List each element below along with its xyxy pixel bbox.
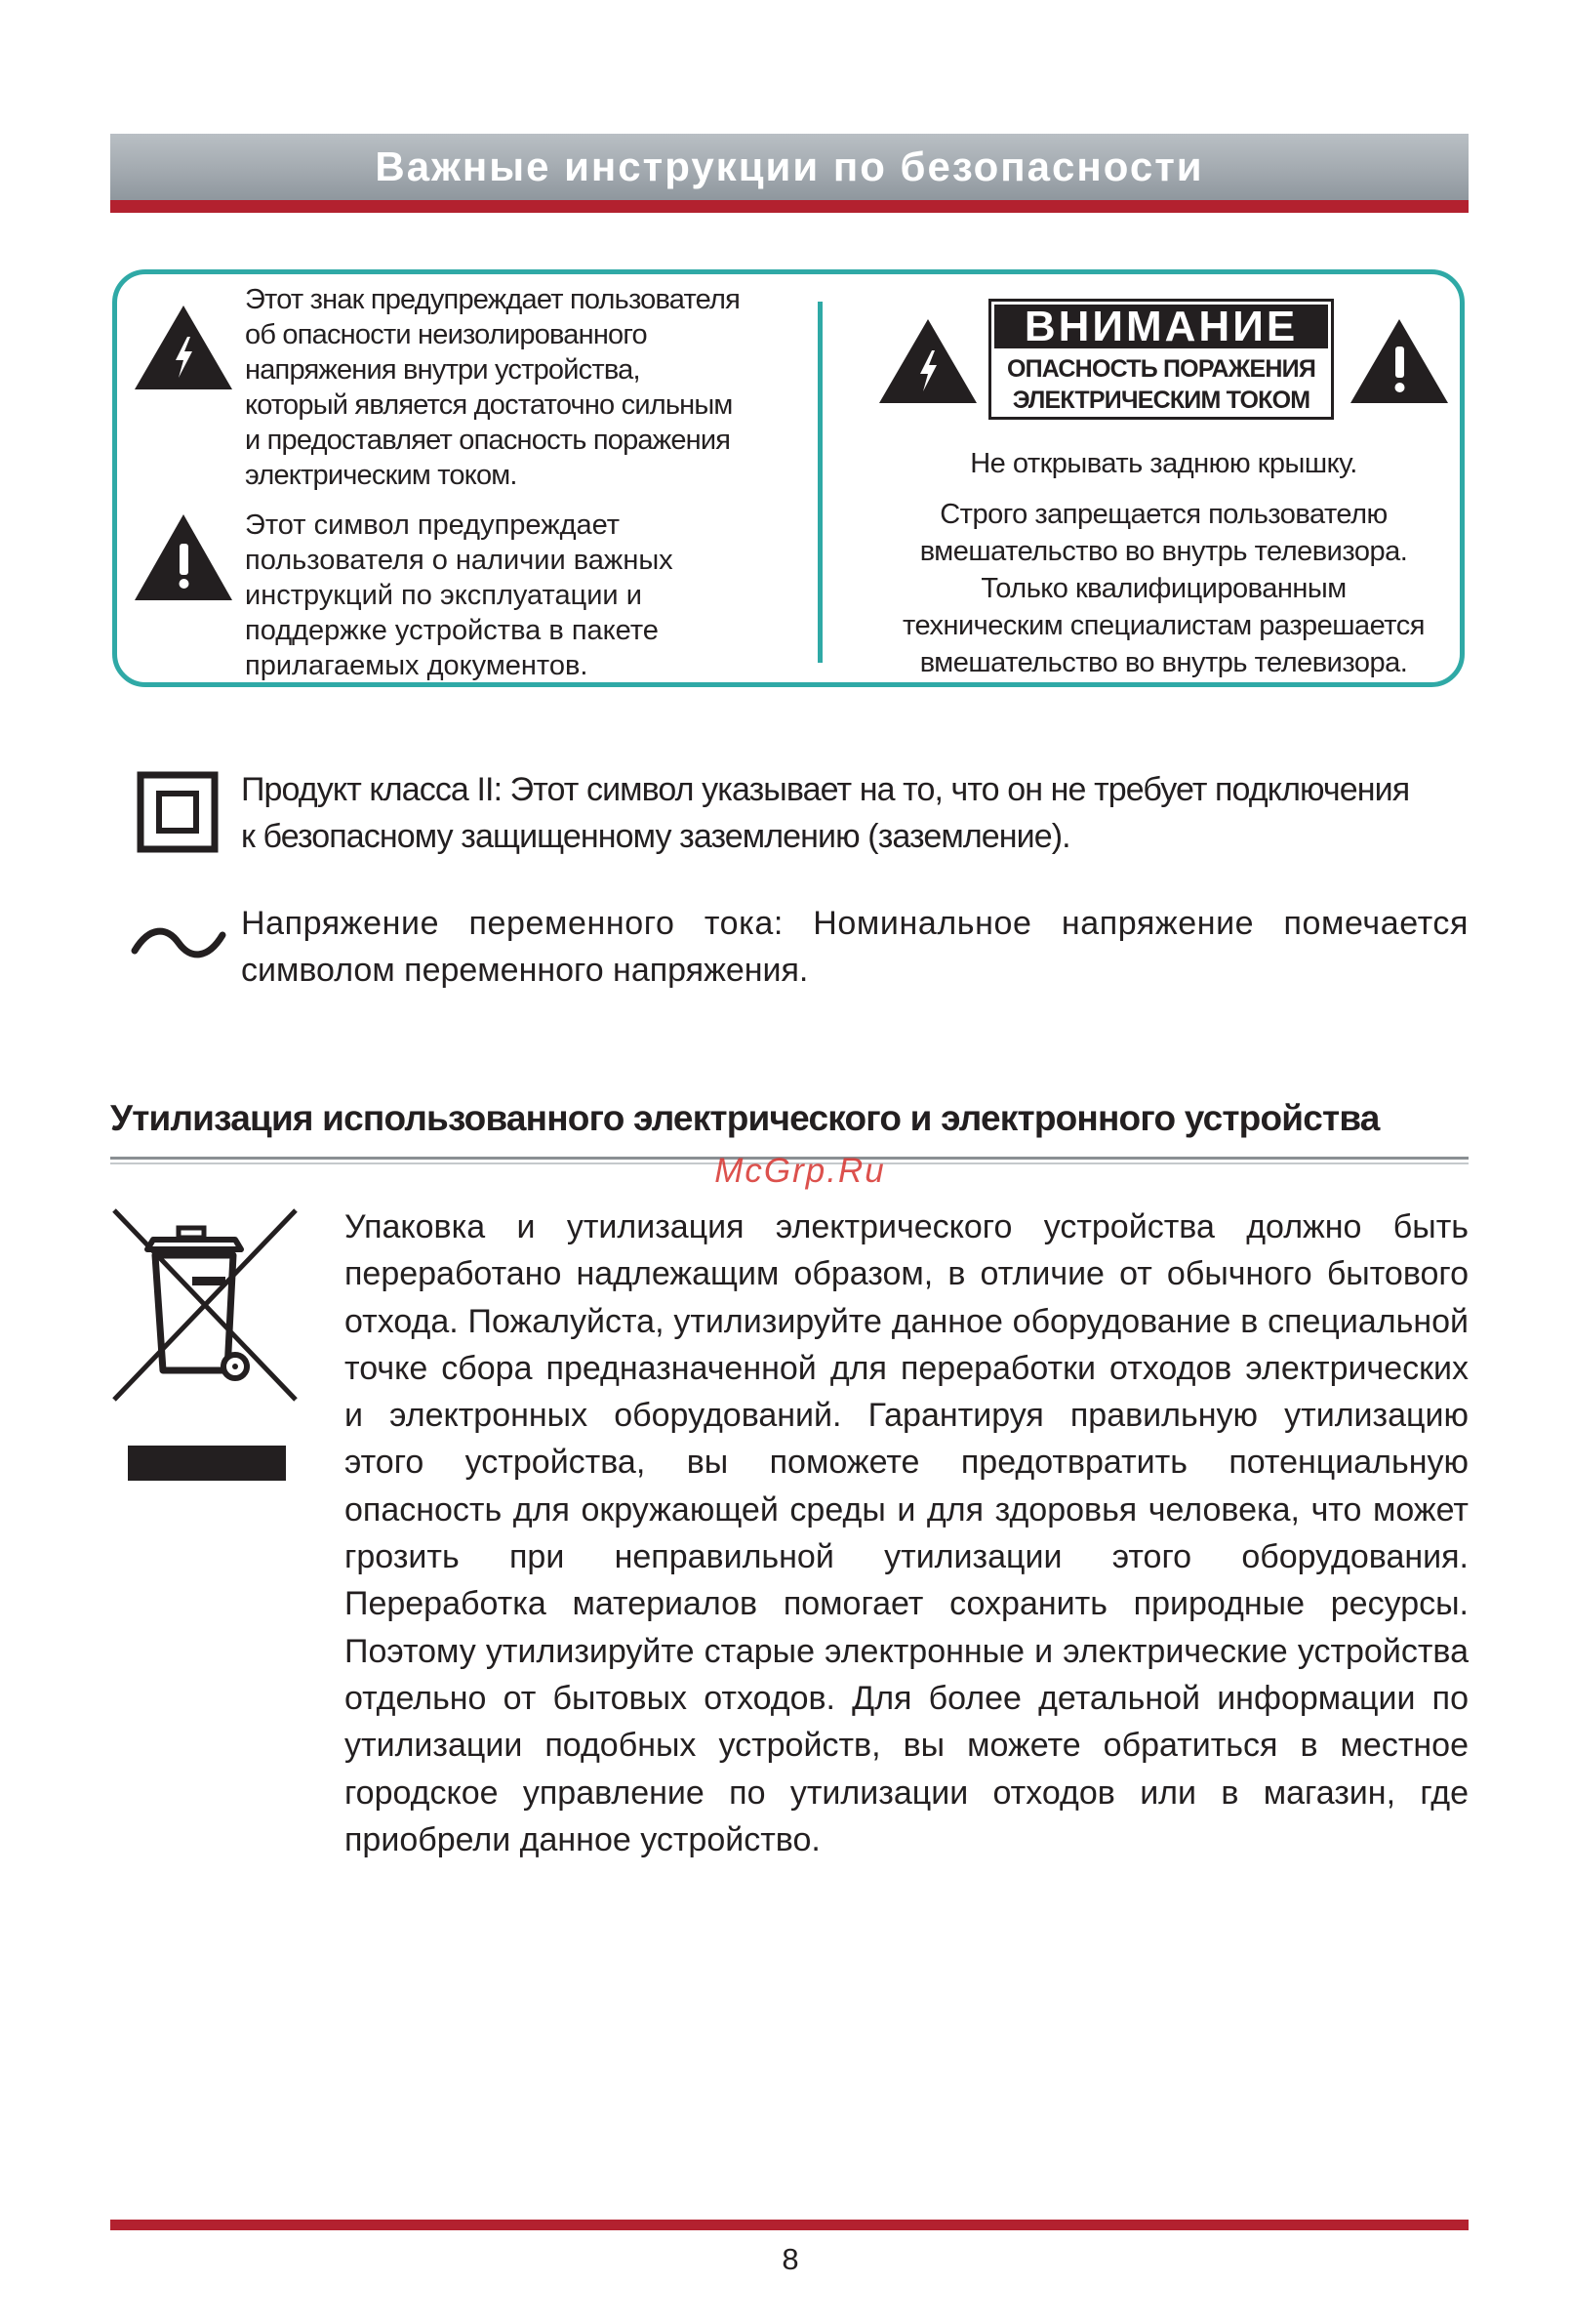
ac-wave-icon	[130, 921, 227, 964]
exclamation-note	[245, 508, 791, 683]
attention-title: ВНИМАНИЕ	[1024, 302, 1299, 350]
attention-title-bar	[994, 302, 1328, 350]
ac-line: Напряжение переменного тока: Номинальное напряжение помечается	[241, 905, 1469, 942]
lightning-warning-icon	[877, 317, 979, 405]
lightning-note	[245, 282, 791, 493]
disposal-paragraph: Упаковка и утилизация электрического устройства должно быть переработано надлежащим образом, в отличие от обычного бытового отхода. Пожалуйста, утилизируйте данное оборудование в специальной точке сбора предназначенной для переработки отходов электрических и электронных оборудований. Гарантируя правильную утилизацию этого устройства, вы поможете предотвратить потенциальную опасность для окружающей среды и для здоровья человека, что может грозить при неправильной утилизации этого оборудования. Переработка материалов помогает сохранить природные ресурсы. Поэтому утилизируйте старые электронные и электрические устройства отдельно от бытовых отходов. Для более детальной информации по утилизации подобных устройств, вы можете обратиться в местное городское управление по утилизации отходов или в магазин, где приобрели данное устройство.	[344, 1208, 1469, 1858]
attention-line: ОПАСНОСТЬ ПОРАЖЕНИЯ	[1006, 355, 1316, 383]
attention-label	[988, 299, 1334, 420]
footer-red-rule	[110, 2220, 1469, 2230]
prohibition-line: техническим специалистам разрешается	[903, 610, 1425, 641]
prohibition-notice	[859, 496, 1469, 681]
prohibition-line: вмешательство во внутрь телевизора.	[919, 536, 1408, 567]
double-square-class2-icon	[137, 771, 219, 853]
no-open-notice: Не открывать заднюю крышку.	[970, 448, 1357, 479]
page-title: Важные инструкции по безопасности	[375, 143, 1204, 189]
watermark: McGrp.Ru	[714, 1152, 886, 1190]
box-divider	[818, 302, 823, 663]
exclamation-note-line: пользователя о наличии важных	[245, 545, 673, 576]
attention-subtitle	[991, 353, 1331, 416]
prohibition-line: Строго запрещается пользователю	[940, 499, 1388, 530]
exclamation-warning-icon	[1349, 317, 1450, 405]
class2-line: к безопасному защищенному заземлению (заземление).	[241, 818, 1070, 855]
header-banner	[110, 134, 1469, 200]
lightning-note-line: напряжения внутри устройства,	[245, 354, 640, 386]
class2-line: Продукт класса II: Этот символ указывает на то, что он не требует подключения	[241, 771, 1410, 808]
ac-line: символом переменного напряжения.	[241, 952, 809, 989]
lightning-warning-icon	[133, 304, 234, 391]
prohibition-line: Только квалифицированным	[981, 573, 1347, 604]
exclamation-warning-icon	[133, 512, 234, 602]
prohibition-line: вмешательство во внутрь телевизора.	[919, 647, 1408, 678]
class2-description	[241, 766, 1469, 860]
lightning-note-line: который является достаточно сильным	[245, 389, 733, 421]
attention-line: ЭЛЕКТРИЧЕСКИМ ТОКОМ	[1012, 387, 1310, 414]
page-number: 8	[782, 2242, 799, 2276]
header-red-rule	[110, 200, 1469, 213]
exclamation-note-line: Этот символ предупреждает	[245, 510, 621, 541]
section-heading: Утилизация использованного электрического и электронного устройства	[110, 1098, 1380, 1138]
exclamation-note-line: прилагаемых документов.	[245, 650, 588, 681]
ac-description	[241, 900, 1469, 994]
lightning-note-line: и предоставляет опасность поражения	[245, 425, 731, 456]
exclamation-note-line: инструкций по эксплуатации и	[245, 580, 642, 611]
lightning-note-line: электрическим током.	[245, 460, 517, 491]
crossed-bin-weee-icon	[110, 1206, 300, 1482]
lightning-note-line: об опасности неизолированного	[245, 319, 647, 350]
lightning-note-line: Этот знак предупреждает пользователя	[245, 284, 740, 315]
exclamation-note-line: поддержке устройства в пакете	[245, 615, 659, 646]
